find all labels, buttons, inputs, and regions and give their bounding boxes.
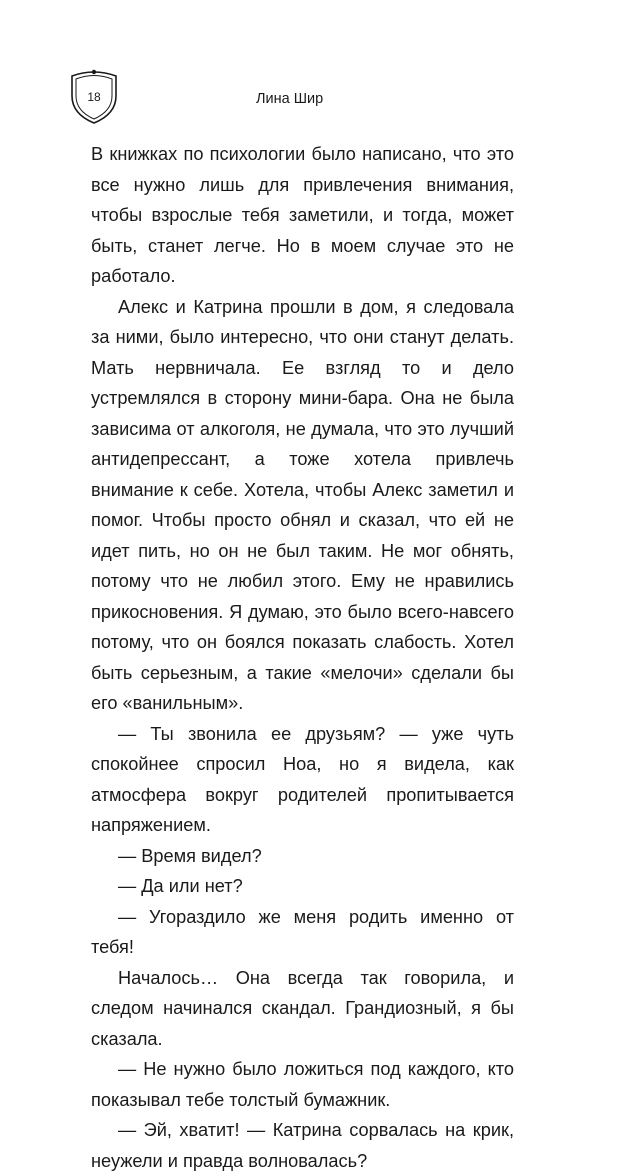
dialogue-line: — Время видел? <box>118 845 262 866</box>
dialogue-line: — Да или нет? <box>118 876 243 896</box>
body-text <box>91 139 514 1176</box>
dialogue-line: — Ты звонила ее друзьям? — уже чуть спокойнее спросил Ноа, но я видела, как атмосфера вокруг родителей пропитывается напряжением. <box>91 723 514 835</box>
dialogue-line: — Эй, хватит! — Катрина сорвалась на крик, неужели и правда волновалась? <box>91 1120 514 1171</box>
page-number: 18 <box>87 90 101 104</box>
dialogue-line: — Не нужно было ложиться под каждого, кто показывал тебе толстый бумажник. <box>91 1059 514 1110</box>
page-number-badge <box>68 66 120 126</box>
dialogue-line: — Угораздило же меня родить именно от тебя! <box>91 906 514 957</box>
paragraph: В книжках по психологии было написано, что это все нужно лишь для привлечения внимания, чтобы взрослые тебя заметили, и тогда, может быть, станет легче. Но в моем случае это не работало. <box>91 144 514 286</box>
running-head-author: Лина Шир <box>256 91 324 107</box>
paragraph: Началось… Она всегда так говорила, и следом начинался скандал. Грандиозный, я бы сказала. <box>91 967 514 1049</box>
paragraph: Алекс и Катрина прошли в дом, я следовала за ними, было интересно, что они станут делать. Мать нервничала. Ее взгляд то и дело устремлялся в сторону мини-бара. Она не была зависима от алкоголя, не думала, что это лучший антидепрессант, а тоже хотела привлечь внимание к себе. Хотела, чтобы Алекс заметил и помог. Чтобы просто обнял и сказал, что ей не идет пить, но он не был таким. Не мог обнять, потому что не любил этого. Ему не нравились прикосновения. Я думаю, это было всего-навсего потому, что он боялся показать слабость. Хотел быть серьезным, а такие «мелочи» сделали бы его «ванильным». <box>91 296 514 713</box>
